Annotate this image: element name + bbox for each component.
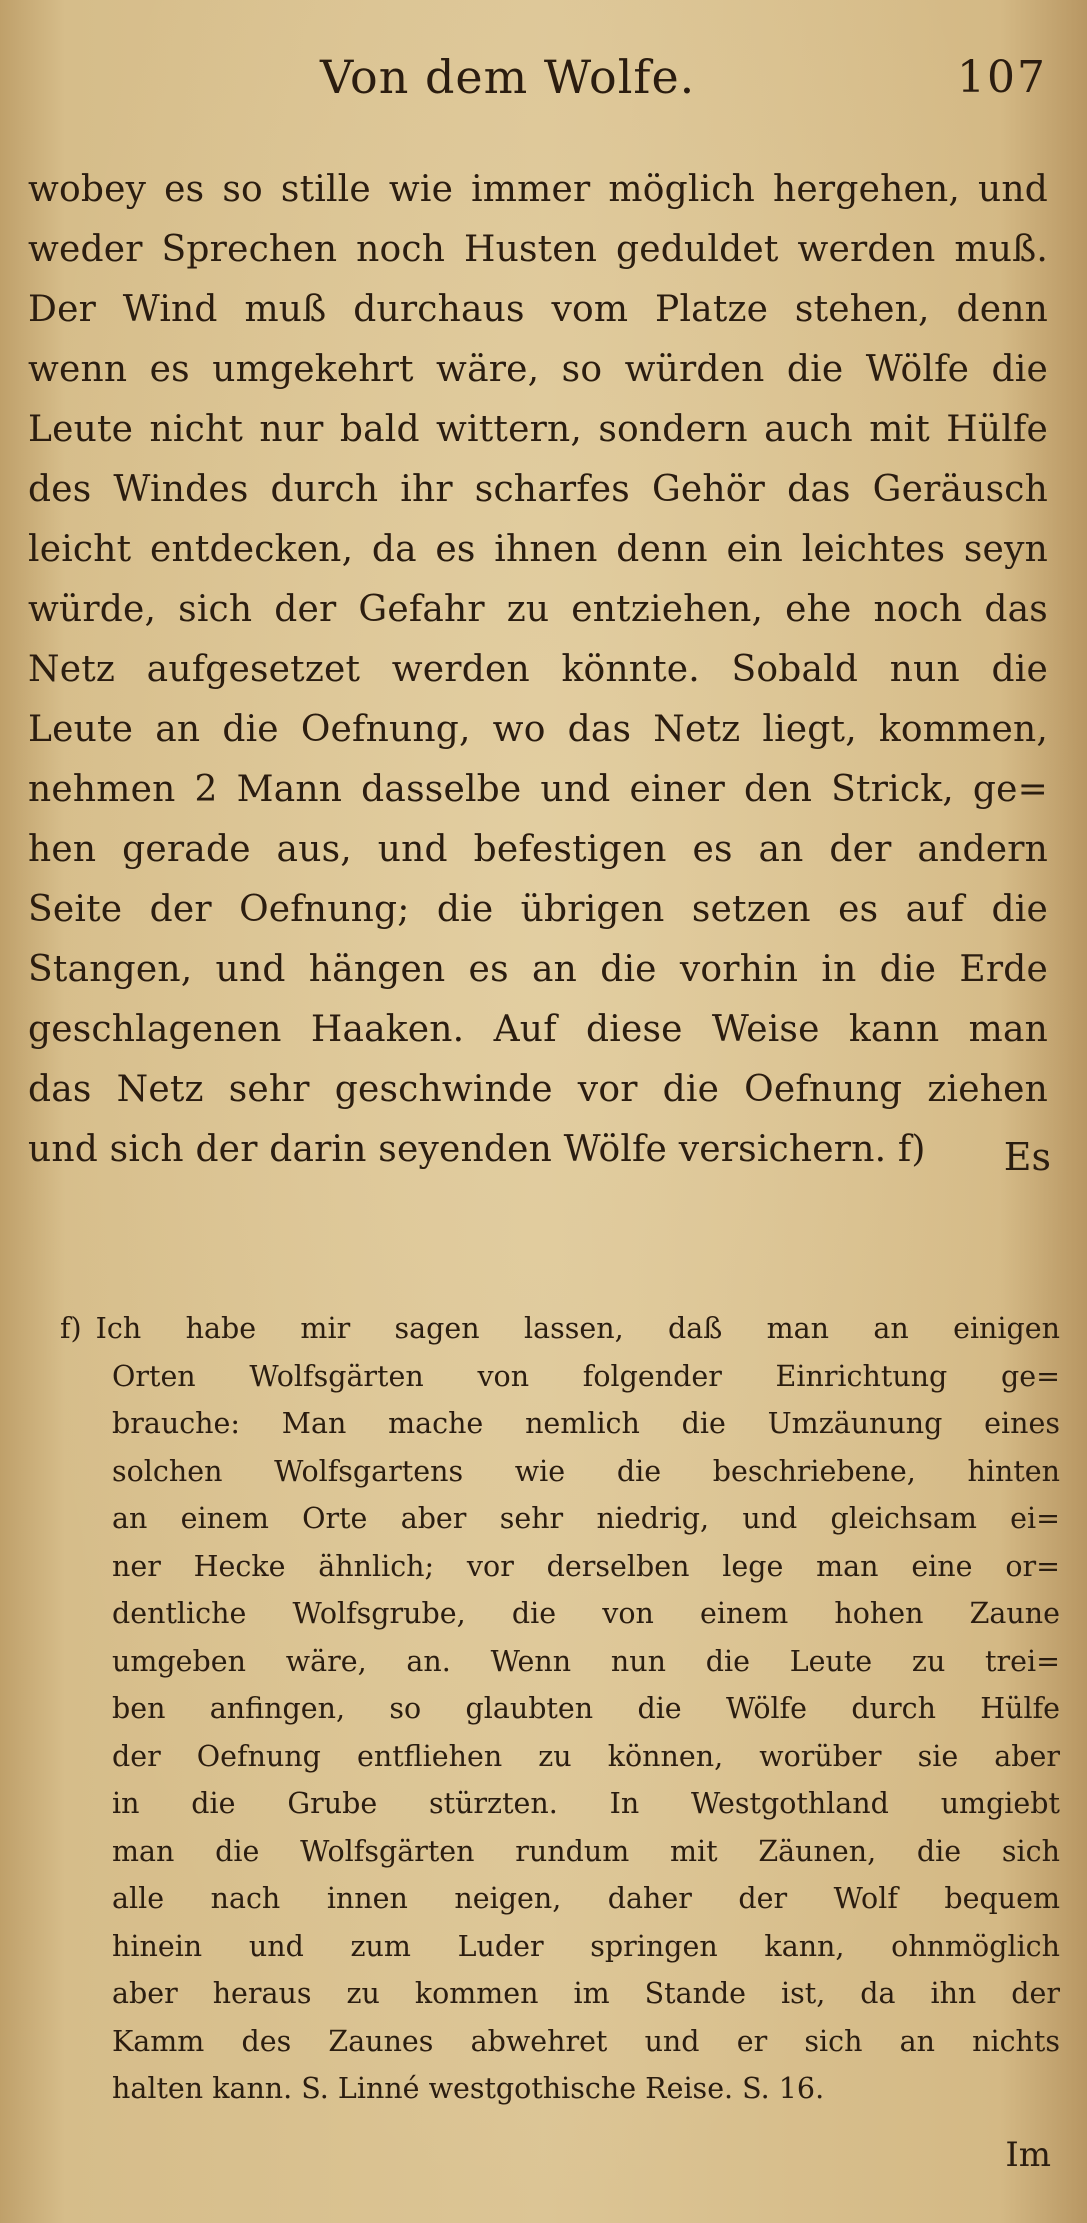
footnote-block <box>60 1305 1060 2113</box>
footnote-line: an einem Orte aber sehr niedrig, und gleichsam ei= <box>112 1502 1060 1535</box>
footnote-line: aber heraus zu kommen im Stande ist, da ihn der <box>112 1977 1060 2010</box>
running-title: Von dem Wolfe. <box>320 50 696 104</box>
footnote-line: Orten Wolfsgärten von folgender Einrichtung ge= <box>112 1359 1060 1393</box>
footnote-line: in die Grube stürzten. In Westgothland umgiebt <box>112 1787 1060 1820</box>
main-text-line: weder Sprechen noch Husten geduldet werden muß. <box>28 229 1048 270</box>
main-text-line: geschlagenen Haaken. Auf diese Weise kann man <box>28 1009 1048 1050</box>
main-text-line: das Netz sehr geschwinde vor die Oefnung ziehen <box>28 1069 1048 1110</box>
footnote-line-text: Ich habe mir sagen lassen, daß man an einigen <box>95 1312 1060 1345</box>
bottom-catchword: Im <box>1005 2135 1051 2175</box>
main-text-line: Netz aufgesetzet werden könnte. Sobald nun die <box>28 649 1048 690</box>
main-text-line: Leute an die Oefnung, wo das Netz liegt, kommen, <box>28 709 1048 750</box>
footnote-line: alle nach innen neigen, daher der Wolf bequem <box>112 1882 1060 1915</box>
footnote-line: umgeben wäre, an. Wenn nun die Leute zu trei= <box>112 1644 1060 1678</box>
footnote-marker: f) <box>60 1312 82 1345</box>
main-text-line: Stangen, und hängen es an die vorhin in die Erde <box>28 949 1048 990</box>
footnote-line: man die Wolfsgärten rundum mit Zäunen, die sich <box>112 1834 1060 1868</box>
main-text-line: würde, sich der Gefahr zu entziehen, ehe noch das <box>28 589 1048 630</box>
footnote-line: halten kann. S. Linné westgothische Reise. S. 16. <box>112 2072 825 2105</box>
footnote-line: dentliche Wolfsgrube, die von einem hohen Zaune <box>112 1597 1060 1630</box>
footnote-line: der Oefnung entfliehen zu können, worüber sie aber <box>112 1739 1060 1773</box>
footnote-line: ner Hecke ähnlich; vor derselben lege man eine or= <box>112 1549 1060 1583</box>
main-text-block <box>28 160 1048 1180</box>
main-text-line: leicht entdecken, da es ihnen denn ein leichtes seyn <box>28 529 1048 570</box>
running-head <box>0 50 1087 110</box>
footnote-line: brauche: Man mache nemlich die Umzäunung eines <box>112 1407 1060 1440</box>
main-text-line: Der Wind muß durchaus vom Platze stehen, denn <box>28 289 1048 330</box>
footnote-line <box>60 1305 1060 1353</box>
main-text-line: Seite der Oefnung; die übrigen setzen es auf die <box>28 889 1048 930</box>
main-text-line: nehmen 2 Mann dasselbe und einer den Strick, ge= <box>28 769 1048 810</box>
main-text-line: wenn es umgekehrt wäre, so würden die Wölfe die <box>28 349 1048 390</box>
main-text-line: wobey es so stille wie immer möglich hergehen, und <box>28 169 1048 210</box>
footnote-line: Kamm des Zaunes abwehret und er sich an nichts <box>112 2024 1060 2058</box>
main-text-line: des Windes durch ihr scharfes Gehör das Geräusch <box>28 469 1048 510</box>
page-number: 107 <box>957 52 1047 103</box>
main-text-line: und sich der darin seyenden Wölfe versichern. f) <box>28 1129 926 1170</box>
main-text-line: Leute nicht nur bald wittern, sondern auch mit Hülfe <box>28 409 1048 450</box>
main-text-line: hen gerade aus, und befestigen es an der andern <box>28 829 1048 870</box>
footnote-line: solchen Wolfsgartens wie die beschriebene, hinten <box>112 1454 1060 1488</box>
catchword: Es <box>1003 1135 1051 1179</box>
footnote-line: ben anfingen, so glaubten die Wölfe durch Hülfe <box>112 1692 1060 1725</box>
footnote-line: hinein und zum Luder springen kann, ohnmöglich <box>112 1929 1060 1963</box>
